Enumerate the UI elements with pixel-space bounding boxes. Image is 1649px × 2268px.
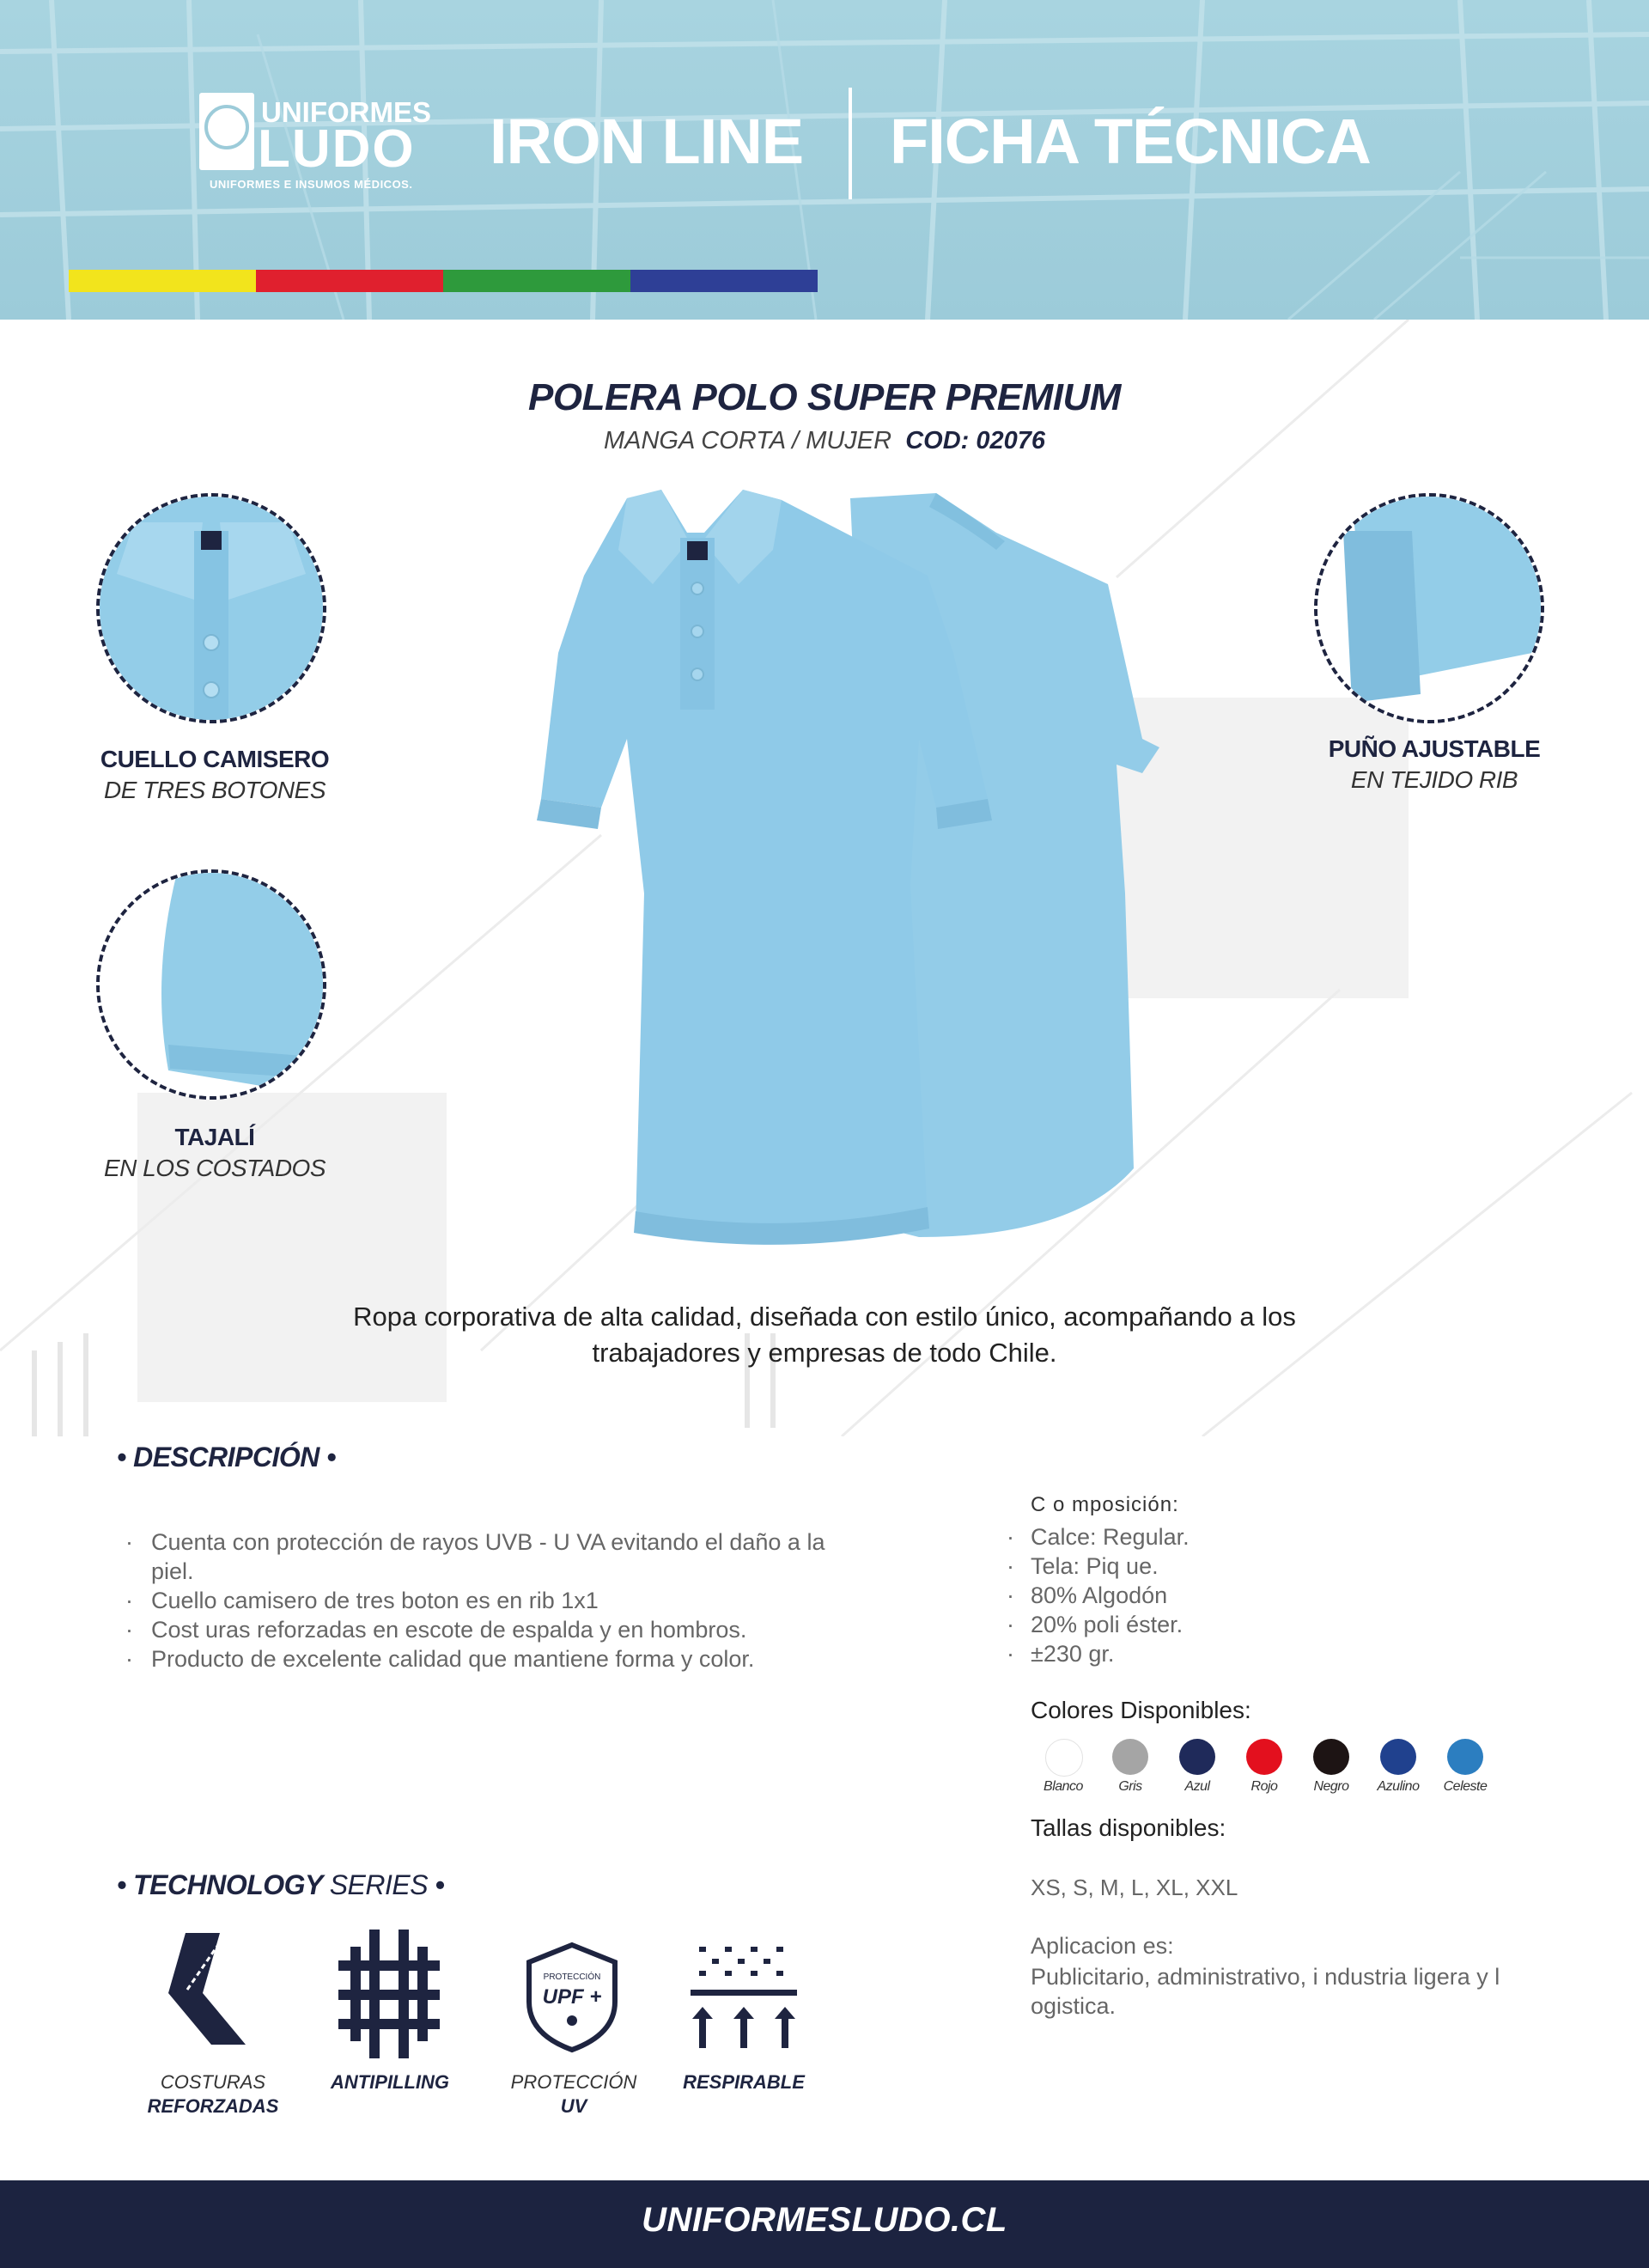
side-slit-detail-circle <box>96 869 326 1100</box>
product-title: POLERA POLO SUPER PREMIUM <box>528 376 1121 418</box>
color-label: Negro <box>1313 1779 1349 1794</box>
feature-title-cuff: PUÑO AJUSTABLE <box>1328 735 1541 762</box>
color-swatch-celeste <box>1447 1739 1483 1775</box>
header-divider <box>849 88 852 199</box>
collar-detail-circle <box>96 493 326 723</box>
tech-label-uv <box>488 2070 660 2119</box>
upf-shield-icon <box>524 1942 620 2053</box>
weave-icon <box>338 1930 440 2058</box>
description-item: · Producto de excelente calidad que mantiene forma y color. <box>125 1644 864 1674</box>
polo-shirt-image <box>404 481 1211 1271</box>
application-title: Aplicacion es: <box>1031 1933 1174 1959</box>
feature-subtitle-collar: DE TRES BOTONES <box>103 777 326 803</box>
globe-icon <box>204 105 249 149</box>
color-label: Celeste <box>1443 1779 1488 1794</box>
logo-tagline: UNIFORMES E INSUMOS MÉDICOS. <box>210 178 413 191</box>
side-slit-detail-image <box>100 873 323 1096</box>
color-swatch-azulino <box>1380 1739 1416 1775</box>
tech-label-antipilling <box>304 2070 476 2094</box>
collar-detail-image <box>100 497 323 720</box>
technology-title-thin: SERIES <box>329 1869 429 1900</box>
description-title: • DESCRIPCIÓN • <box>117 1442 336 1472</box>
stripe-green <box>443 270 630 292</box>
sizes-title: Tallas disponibles: <box>1031 1814 1226 1841</box>
colors-title: Colores Disponibles: <box>1031 1697 1251 1723</box>
tech-label-line2: UV <box>560 2095 587 2117</box>
stripe-blue <box>630 270 818 292</box>
color-label: Gris <box>1118 1779 1142 1794</box>
tech-label-line1: PROTECCIÓN <box>510 2071 637 2093</box>
tech-label-line1: COSTURAS <box>160 2071 266 2093</box>
description-list <box>125 1527 864 1674</box>
color-swatch-gris <box>1112 1739 1148 1775</box>
stripe-yellow <box>69 270 256 292</box>
sizes-list: XS, S, M, L, XL, XXL <box>1031 1875 1238 1900</box>
cuff-detail-image <box>1317 497 1541 720</box>
tech-label-breathable <box>658 2070 830 2094</box>
color-swatch-rojo <box>1246 1739 1282 1775</box>
composition-list <box>1007 1522 1436 1668</box>
upf-label: UPF + <box>542 1985 602 2009</box>
product-code: COD: 02076 <box>905 427 1046 454</box>
technology-title: • TECHNOLOGY SERIES • <box>117 1869 445 1900</box>
product-subtitle: MANGA CORTA / MUJER <box>603 427 892 454</box>
tech-label-line2: RESPIRABLE <box>683 2071 805 2093</box>
composition-item: · 20% poli éster. <box>1007 1610 1436 1639</box>
feature-title-collar: CUELLO CAMISERO <box>100 746 330 772</box>
tech-label-seams <box>127 2070 299 2119</box>
color-label: Blanco <box>1044 1779 1083 1794</box>
feature-subtitle-side-slit: EN LOS COSTADOS <box>103 1155 326 1181</box>
feature-subtitle-cuff: EN TEJIDO RIB <box>1350 766 1518 793</box>
color-swatch-blanco <box>1045 1739 1083 1777</box>
color-label: Azulino <box>1377 1779 1420 1794</box>
composition-item: · ±230 gr. <box>1007 1639 1436 1668</box>
cuff-detail-circle <box>1314 493 1544 723</box>
upf-top-label: PROTECCIÓN <box>543 1972 601 1982</box>
tagline: Ropa corporativa de alta calidad, diseñada con estilo único, acompañando a los trabajadores y empresas de todo Chile. <box>353 1302 1296 1368</box>
sun-icon <box>567 2015 577 2026</box>
logo-text-top: UNIFORMES <box>261 96 431 128</box>
product-subtitle-row <box>0 427 1649 455</box>
composition-item: · 80% Algodón <box>1007 1581 1436 1610</box>
website-link[interactable]: UNIFORMESLUDO.CL <box>642 2201 1007 2239</box>
color-label: Rojo <box>1250 1779 1278 1794</box>
color-label: Azul <box>1184 1779 1210 1794</box>
composition-title: C o mposición: <box>1031 1493 1179 1516</box>
product-line-name: IRON LINE <box>490 106 804 177</box>
stripe-red <box>256 270 443 292</box>
description-item: · Cuenta con protección de rayos UVB - U VA evitando el daño a la piel. <box>125 1527 864 1586</box>
description-item: · Cost uras reforzadas en escote de espalda y en hombros. <box>125 1615 864 1644</box>
color-swatch-azul <box>1179 1739 1215 1775</box>
feature-title-side-slit: TAJALÍ <box>174 1124 255 1150</box>
tech-label-line2: REFORZADAS <box>147 2095 279 2117</box>
description-item: · Cuello camisero de tres boton es en rib 1x1 <box>125 1586 864 1615</box>
logo-mark <box>199 93 254 170</box>
composition-item: · Calce: Regular. <box>1007 1522 1436 1552</box>
document-type: FICHA TÉCNICA <box>890 106 1371 177</box>
tech-label-line2: ANTIPILLING <box>330 2071 450 2093</box>
composition-item: · Tela: Piq ue. <box>1007 1552 1436 1581</box>
logo-text-main: LUDO <box>258 119 416 179</box>
technology-title-bold: TECHNOLOGY <box>133 1869 323 1900</box>
application-text: Publicitario, administrativo, i ndustria ligera y l ogistica. <box>1031 1964 1500 2019</box>
seam-icon <box>168 1933 254 2050</box>
color-swatch-negro <box>1313 1739 1349 1775</box>
breathable-icon <box>691 1945 797 2050</box>
